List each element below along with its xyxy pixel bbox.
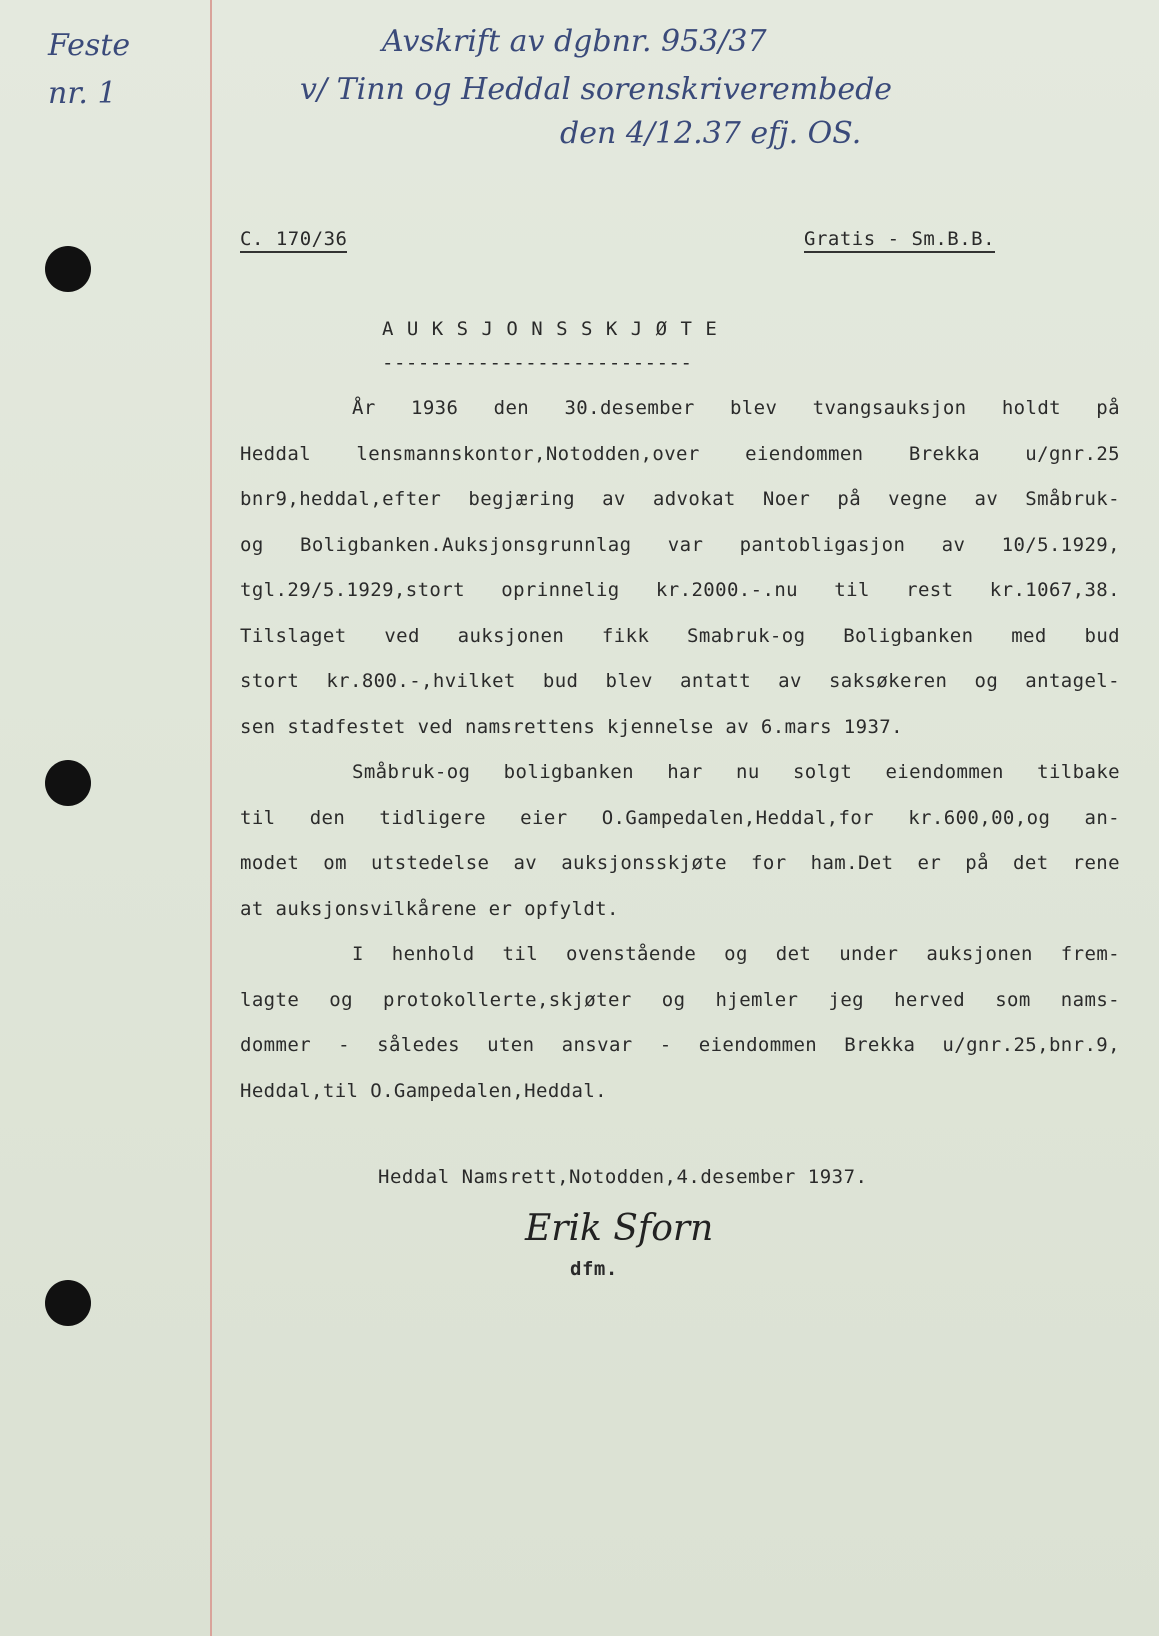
punch-hole-top (45, 246, 91, 292)
body-line: Heddal lensmannskontor,Notodden,over eiendommen Brekka u/gnr.25 (240, 442, 1120, 465)
document-title: A U K S J O N S S K J Ø T E (382, 318, 718, 340)
body-line: at auksjonsvilkårene er opfyldt. (240, 897, 619, 920)
body-line: bnr9,heddal,efter begjæring av advokat Noer på vegne av Småbruk- (240, 488, 1120, 510)
case-number: C. 170/36 (240, 228, 347, 253)
margin-note-line-2: nr. 1 (48, 76, 117, 111)
margin-line (210, 0, 212, 1636)
fee-note: Gratis - Sm.B.B. (804, 228, 995, 253)
body-line: stort kr.800.-,hvilket bud blev antatt av saksøkeren og antagel- (240, 670, 1120, 692)
handwritten-header-line-1: Avskrift av dgbnr. 953/37 (382, 24, 767, 59)
body-line: I henhold til ovenstående og det under auksjonen frem- (352, 943, 1120, 965)
title-rule: -------------------------- (382, 352, 693, 374)
signature: Erik Sforn (525, 1208, 714, 1249)
body-line: dommer - således uten ansvar - eiendommen Brekka u/gnr.25,bnr.9, (240, 1034, 1120, 1056)
place-and-date: Heddal Namsrett,Notodden,4.desember 1937. (378, 1166, 868, 1188)
body-line: Tilslaget ved auksjonen fikk Smabruk-og Boligbanken med bud (240, 624, 1120, 647)
body-line: Småbruk-og boligbanken har nu solgt eiendommen tilbake (352, 761, 1120, 783)
punch-hole-bottom (45, 1280, 91, 1326)
handwritten-header-line-3: den 4/12.37 efj. OS. (560, 116, 862, 151)
body-line: tgl.29/5.1929,stort oprinnelig kr.2000.-.nu til rest kr.1067,38. (240, 579, 1120, 601)
body-line: År 1936 den 30.desember blev tvangsauksjon holdt på (352, 397, 1120, 419)
body-line: Heddal,til O.Gampedalen,Heddal. (240, 1079, 608, 1102)
body-line: og Boligbanken.Auksjonsgrunnlag var pantobligasjon av 10/5.1929, (240, 533, 1120, 556)
document-body (240, 386, 1120, 1114)
body-line: til den tidligere eier O.Gampedalen,Heddal,for kr.600,00,og an- (240, 806, 1120, 829)
margin-note-line-1: Feste (48, 28, 131, 63)
signature-title: dfm. (570, 1258, 618, 1280)
body-line: modet om utstedelse av auksjonsskjøte for ham.Det er på det rene (240, 852, 1120, 874)
body-line: lagte og protokollerte,skjøter og hjemler jeg herved som nams- (240, 988, 1120, 1011)
punch-hole-middle (45, 760, 91, 806)
handwritten-header-line-2: v/ Tinn og Heddal sorenskriverembede (300, 72, 893, 107)
body-line: sen stadfestet ved namsrettens kjennelse av 6.mars 1937. (240, 715, 903, 738)
